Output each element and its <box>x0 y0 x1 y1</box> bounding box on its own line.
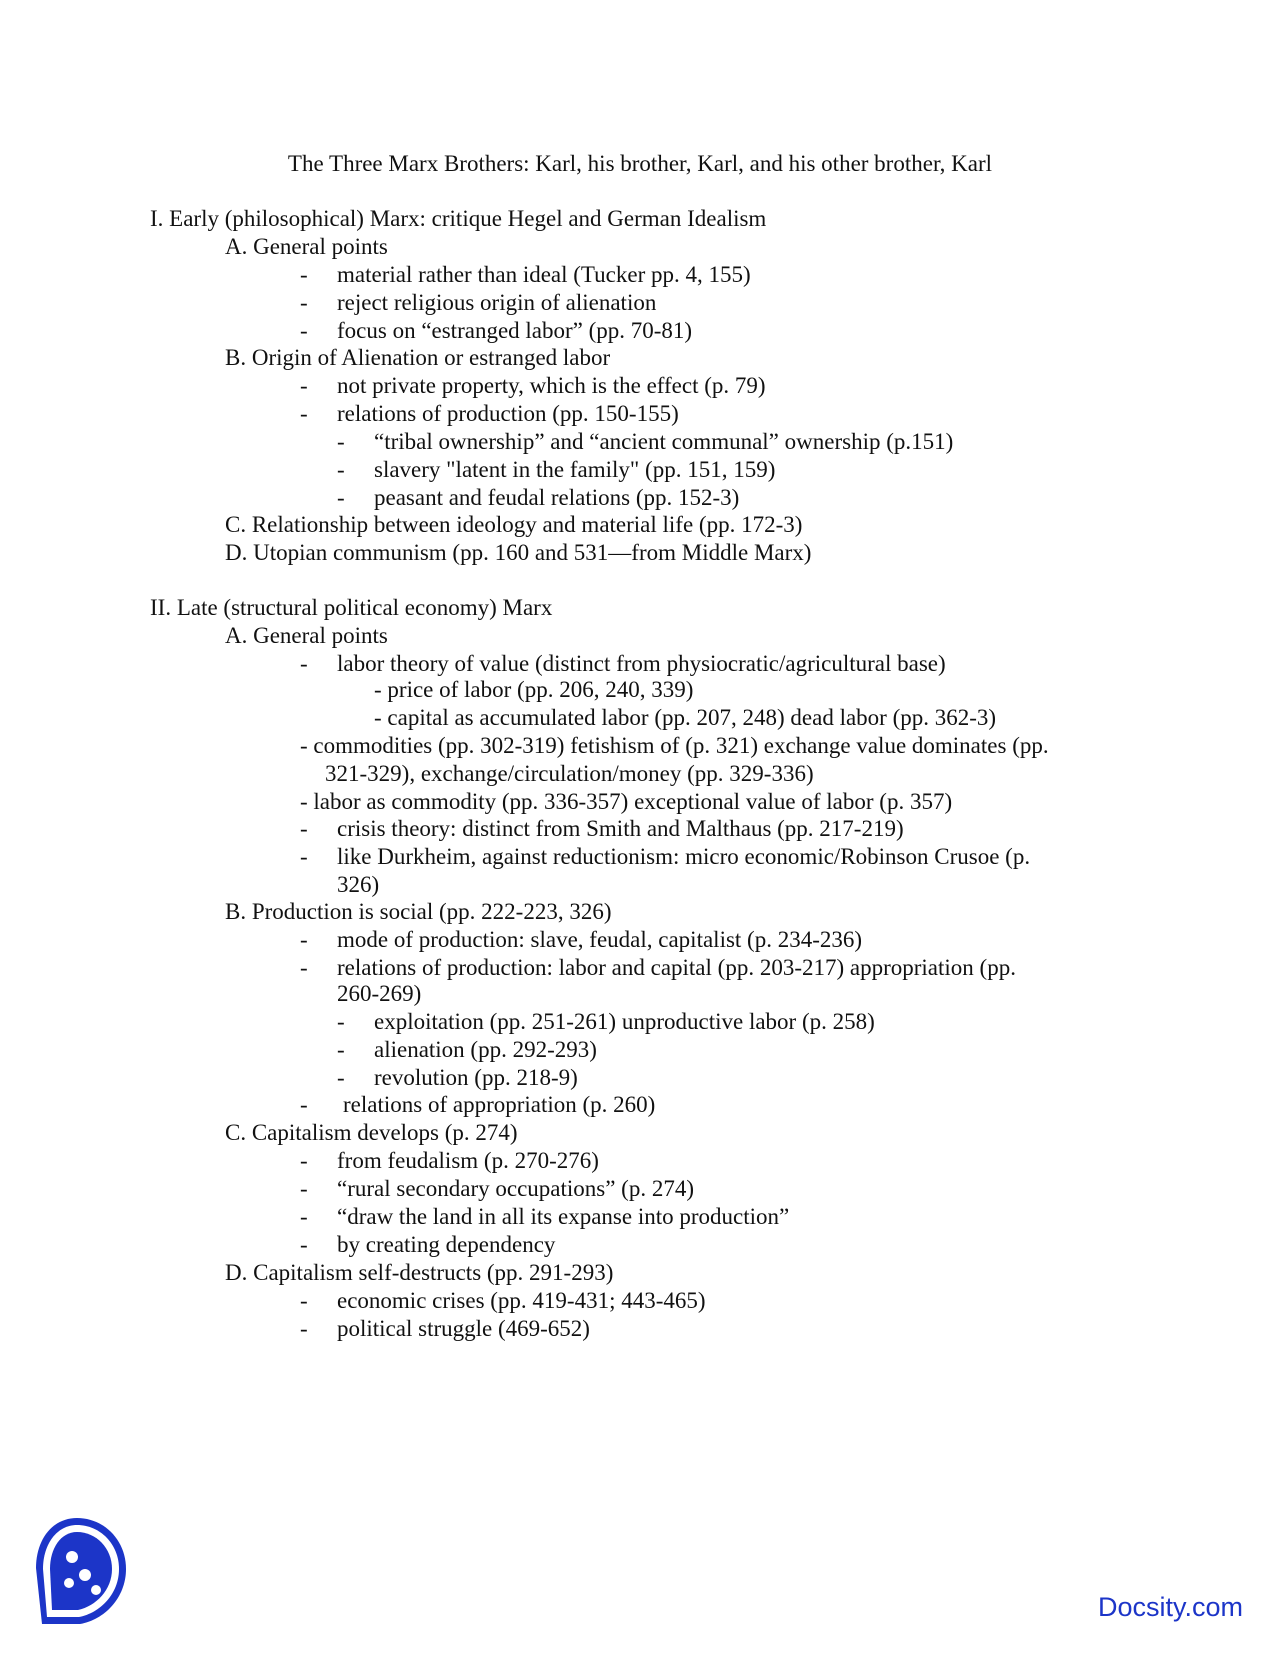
subsection-heading: A. General points <box>225 234 388 259</box>
section-heading: II. Late (structural political economy) Marx <box>150 595 553 620</box>
list-item-continuation: 260-269) <box>337 981 422 1006</box>
subsection-heading: C. Relationship between ideology and material life (pp. 172-3) <box>225 512 803 537</box>
list-item: reject religious origin of alienation <box>337 290 657 315</box>
document-title: The Three Marx Brothers: Karl, his brother, Karl, and his other brother, Karl <box>287 151 993 176</box>
docsity-logo-icon <box>22 1512 132 1632</box>
bullet-dash: - <box>300 1232 308 1257</box>
subsection-heading: B. Origin of Alienation or estranged labor <box>225 345 611 370</box>
bullet-dash: - <box>300 373 308 398</box>
list-item: economic crises (pp. 419-431; 443-465) <box>337 1288 706 1313</box>
subsection-heading: A. General points <box>225 623 388 648</box>
subsection-heading: C. Capitalism develops (p. 274) <box>225 1120 518 1145</box>
list-subitem: “tribal ownership” and “ancient communal” ownership (p.151) <box>374 429 954 454</box>
list-item: crisis theory: distinct from Smith and Malthaus (pp. 217-219) <box>337 816 904 841</box>
list-item-continuation: 321-329), exchange/circulation/money (pp. 329-336) <box>325 761 814 786</box>
bullet-dash: - <box>300 927 308 952</box>
list-subitem: - price of labor (pp. 206, 240, 339) <box>374 677 694 702</box>
list-item: “rural secondary occupations” (p. 274) <box>337 1176 694 1201</box>
bullet-dash: - <box>337 457 345 482</box>
list-item: from feudalism (p. 270-276) <box>337 1148 599 1173</box>
list-item: political struggle (469-652) <box>337 1316 590 1341</box>
bullet-dash: - <box>300 1204 308 1229</box>
list-item: mode of production: slave, feudal, capitalist (p. 234-236) <box>337 927 863 952</box>
bullet-dash: - <box>337 429 345 454</box>
bullet-dash: - <box>300 290 308 315</box>
bullet-dash: - <box>337 1065 345 1090</box>
bullet-dash: - <box>300 1092 308 1117</box>
list-item: relations of production (pp. 150-155) <box>337 401 679 426</box>
bullet-dash: - <box>300 1176 308 1201</box>
list-subitem: - capital as accumulated labor (pp. 207, 248) dead labor (pp. 362-3) <box>374 705 997 730</box>
subsection-heading: D. Utopian communism (pp. 160 and 531—from Middle Marx) <box>225 540 812 565</box>
list-item: not private property, which is the effect (p. 79) <box>337 373 766 398</box>
subsection-heading: B. Production is social (pp. 222-223, 326) <box>225 899 612 924</box>
bullet-dash: - <box>300 401 308 426</box>
list-item: focus on “estranged labor” (pp. 70-81) <box>337 318 693 343</box>
list-subitem: slavery "latent in the family" (pp. 151, 159) <box>374 457 776 482</box>
section-heading: I. Early (philosophical) Marx: critique Hegel and German Idealism <box>150 206 767 231</box>
bullet-dash: - <box>300 844 308 869</box>
list-item: - labor as commodity (pp. 336-357) exceptional value of labor (p. 357) <box>300 789 953 814</box>
list-subitem: exploitation (pp. 251-261) unproductive labor (p. 258) <box>374 1009 875 1034</box>
list-item: relations of appropriation (p. 260) <box>343 1092 656 1117</box>
list-item: by creating dependency <box>337 1232 556 1257</box>
list-subitem: peasant and feudal relations (pp. 152-3) <box>374 485 740 510</box>
bullet-dash: - <box>300 1288 308 1313</box>
bullet-dash: - <box>300 262 308 287</box>
bullet-dash: - <box>300 1316 308 1341</box>
list-item: “draw the land in all its expanse into production” <box>337 1204 790 1229</box>
list-item: material rather than ideal (Tucker pp. 4, 155) <box>337 262 751 287</box>
list-item-continuation: 326) <box>337 872 380 897</box>
bullet-dash: - <box>337 485 345 510</box>
list-item: relations of production: labor and capital (pp. 203-217) appropriation (pp. <box>337 955 1016 980</box>
list-item: - commodities (pp. 302-319) fetishism of (p. 321) exchange value dominates (pp. <box>300 733 1049 758</box>
bullet-dash: - <box>300 816 308 841</box>
list-subitem: revolution (pp. 218-9) <box>374 1065 578 1090</box>
bullet-dash: - <box>337 1009 345 1034</box>
bullet-dash: - <box>300 955 308 980</box>
bullet-dash: - <box>300 1148 308 1173</box>
subsection-heading: D. Capitalism self-destructs (pp. 291-293) <box>225 1260 614 1285</box>
bullet-dash: - <box>337 1037 345 1062</box>
bullet-dash: - <box>300 318 308 343</box>
list-item: labor theory of value (distinct from physiocratic/agricultural base) <box>337 651 946 676</box>
list-subitem: alienation (pp. 292-293) <box>374 1037 597 1062</box>
bullet-dash: - <box>300 651 308 676</box>
docsity-brand-text[interactable]: Docsity.com <box>1098 1592 1244 1622</box>
list-item: like Durkheim, against reductionism: micro economic/Robinson Crusoe (p. <box>337 844 1031 869</box>
